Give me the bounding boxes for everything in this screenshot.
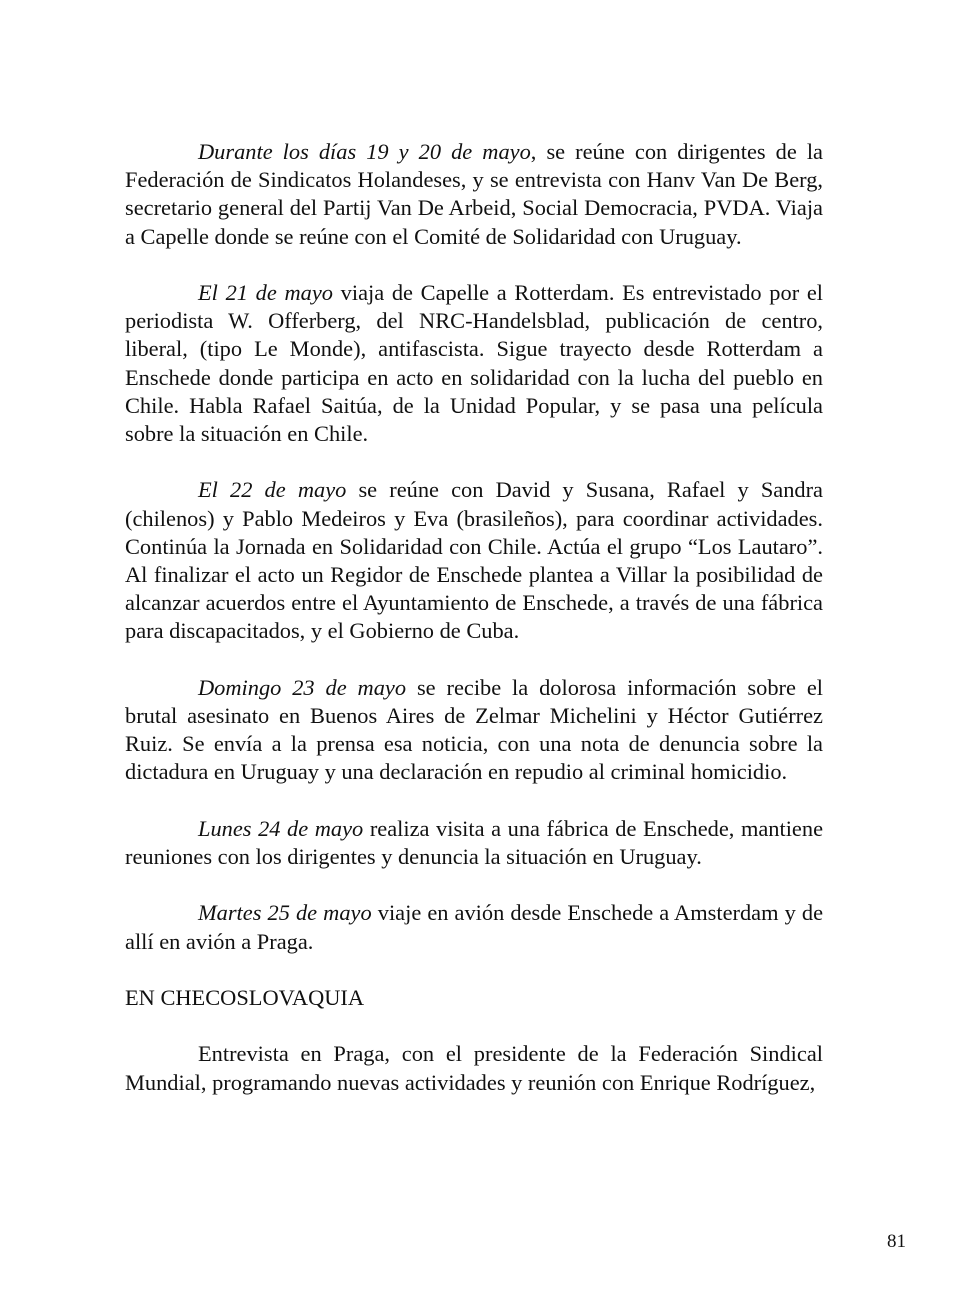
paragraph-text: viaja de Capelle a Rotterdam. Es entrevistado por el periodista W. Offerberg, del NRC-Handelsblad, publicación de centro, liberal, (tipo Le Monde), antifascista. Sigue trayecto desde Rotterdam a Enschede donde participa en acto en solidaridad con la lucha del pueblo en Chile. Habla Rafael Saitúa, de la Unidad Popular, y se pasa una película sobre la situación en Chile. — [125, 280, 823, 447]
section-heading: EN CHECOSLOVAQUIA — [125, 985, 365, 1010]
page-body — [125, 138, 823, 1097]
date-lead: Martes 25 de mayo — [198, 900, 372, 926]
date-lead: Domingo 23 de mayo — [198, 674, 407, 700]
date-lead: Lunes 24 de mayo — [198, 815, 364, 841]
paragraph-text: realiza visita a una fábrica de Enschede, mantiene reuniones con los dirigentes y denuncia la situación en Uruguay. — [125, 815, 824, 870]
paragraph-text: se reúne con David y Susana, Rafael y Sandra (chilenos) y Pablo Medeiros y Eva (brasileños), para coordinar actividades. Continúa la Jornada en Solidaridad con Chile. Actúa el grupo “Los Lautaro”. Al finalizar el acto un Regidor de Enschede plantea a Villar la posibilidad de alcanzar acuerdos entre el Ayuntamiento de Enschede, a través de una fábrica para discapacitados, y el Gobierno de Cuba. — [125, 477, 823, 644]
paragraph-may-25 — [125, 899, 823, 955]
date-lead: El 21 de mayo — [198, 280, 333, 305]
paragraph-text: viaje en avión desde Enschede a Amsterdam y de allí en avión a Praga. — [125, 900, 824, 954]
date-lead: Durante los días 19 y 20 de mayo — [198, 139, 531, 164]
paragraph-may-23 — [125, 674, 823, 787]
paragraph-may-22 — [125, 476, 823, 645]
page-number: 81 — [887, 1231, 906, 1252]
paragraph-prague: Entrevista en Praga, con el presidente de la Federación Sindical Mundial, programando nuevas actividades y reunión con Enrique Rodríguez, — [125, 1041, 823, 1095]
paragraph-may-24 — [125, 815, 823, 871]
paragraph-may-21 — [125, 279, 823, 448]
paragraph-text: , se reúne con dirigentes de la Federación de Sindicatos Holandeses, y se entrevista con Hanv Van De Berg, secretario general del Partij Van De Arbeid, Social Democracia, PVDA. Viaja a Capelle donde se reúne con el Comité de Solidaridad con Uruguay. — [125, 139, 823, 249]
paragraph-may-19-20 — [125, 138, 823, 251]
paragraph-text: se recibe la dolorosa información sobre el brutal asesinato en Buenos Aires de Zelmar Michelini y Héctor Gutiérrez Ruiz. Se envía a la prensa esa noticia, con una nota de denuncia sobre la dictadura en Uruguay y una declaración en repudio al criminal homicidio. — [125, 674, 823, 785]
date-lead: El 22 de mayo — [198, 477, 347, 503]
